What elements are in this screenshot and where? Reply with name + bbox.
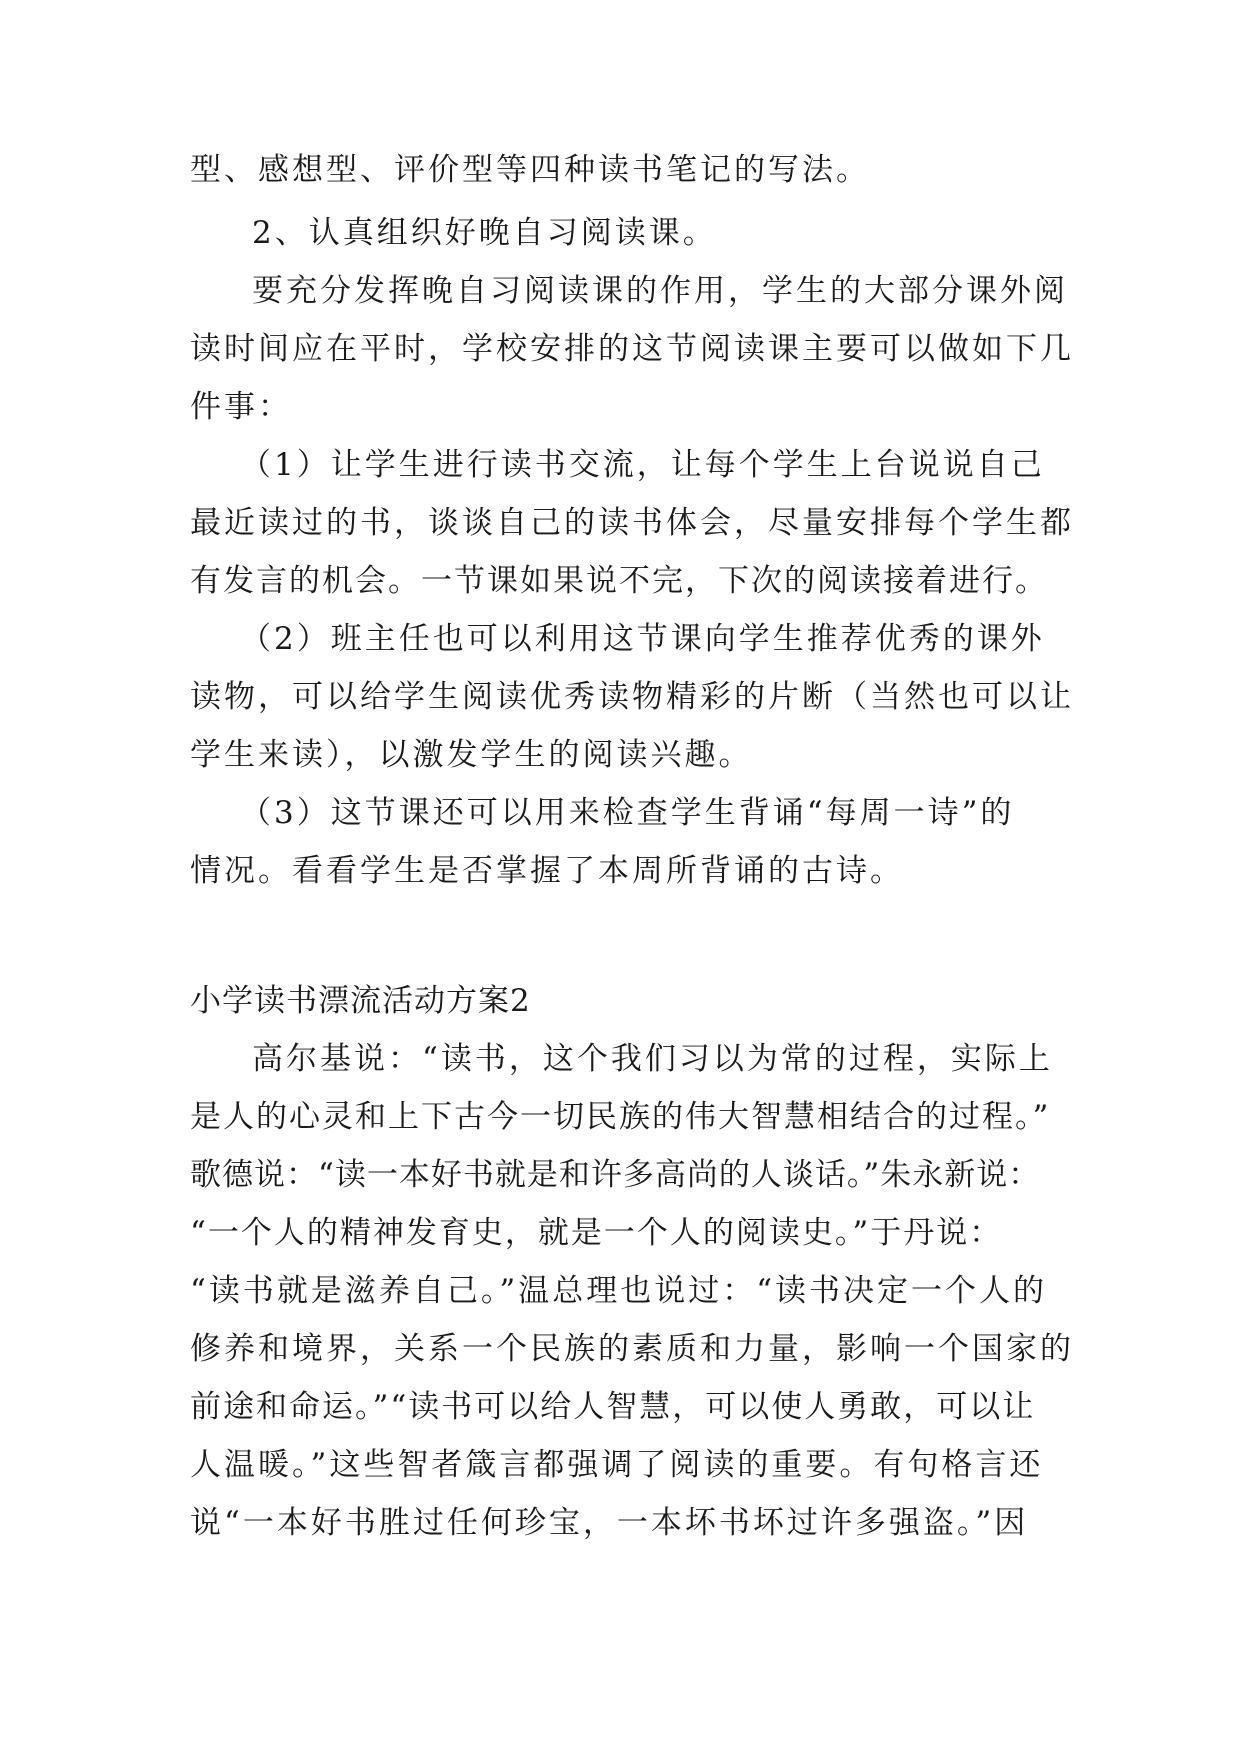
text-line: 读物，可以给学生阅读优秀读物精彩的片断（当然也可以让 — [190, 679, 1074, 715]
text-line: （2）班主任也可以利用这节课向学生推荐优秀的课外 — [240, 621, 1045, 657]
text-line: “一个人的精神发育史，就是一个人的阅读史。”于丹说： — [190, 1215, 1003, 1251]
text-line: 读时间应在平时，学校安排的这节阅读课主要可以做如下几 — [190, 331, 1074, 367]
text-line: 说“一本好书胜过任何珍宝，一本坏书坏过许多强盗。”因 — [190, 1505, 1029, 1541]
text-line: （3）这节课还可以用来检查学生背诵“每周一诗”的 — [240, 795, 1015, 831]
text-line: 2、认真组织好晚自习阅读课。 — [252, 215, 717, 251]
text-line: 最近读过的书，谈谈自己的读书体会，尽量安排每个学生都 — [190, 505, 1074, 541]
text-line: 修养和境界，关系一个民族的素质和力量，影响一个国家的 — [190, 1331, 1074, 1367]
text-line: （1）让学生进行读书交流，让每个学生上台说说自己 — [240, 447, 1045, 483]
text-line: 前途和命运。”“读书可以给人智慧，可以使人勇敢，可以让 — [190, 1389, 1036, 1425]
text-line: 型、感想型、评价型等四种读书笔记的写法。 — [190, 152, 870, 188]
text-line: 人温暖。”这些智者箴言都强调了阅读的重要。有句格言还 — [190, 1447, 1044, 1483]
text-line: 情况。看看学生是否掌握了本周所背诵的古诗。 — [190, 853, 904, 889]
text-line: 是人的心灵和上下古今一切民族的伟大智慧相结合的过程。” — [190, 1099, 1051, 1135]
text-line: 学生来读），以激发学生的阅读兴趣。 — [190, 737, 753, 773]
text-line: 要充分发挥晚自习阅读课的作用，学生的大部分课外阅 — [252, 273, 1068, 309]
text-line: 件事： — [190, 389, 292, 425]
text-line: 有发言的机会。一节课如果说不完，下次的阅读接着进行。 — [190, 563, 1048, 599]
section-heading: 小学读书漂流活动方案2 — [190, 983, 531, 1019]
text-line: “读书就是滋养自己。”温总理也说过：“读书决定一个人的 — [190, 1273, 1048, 1309]
text-line: 歌德说：“读一本好书就是和许多高尚的人谈话。”朱永新说： — [190, 1157, 1041, 1193]
text-line: 高尔基说：“读书，这个我们习以为常的过程，实际上 — [252, 1041, 1053, 1077]
